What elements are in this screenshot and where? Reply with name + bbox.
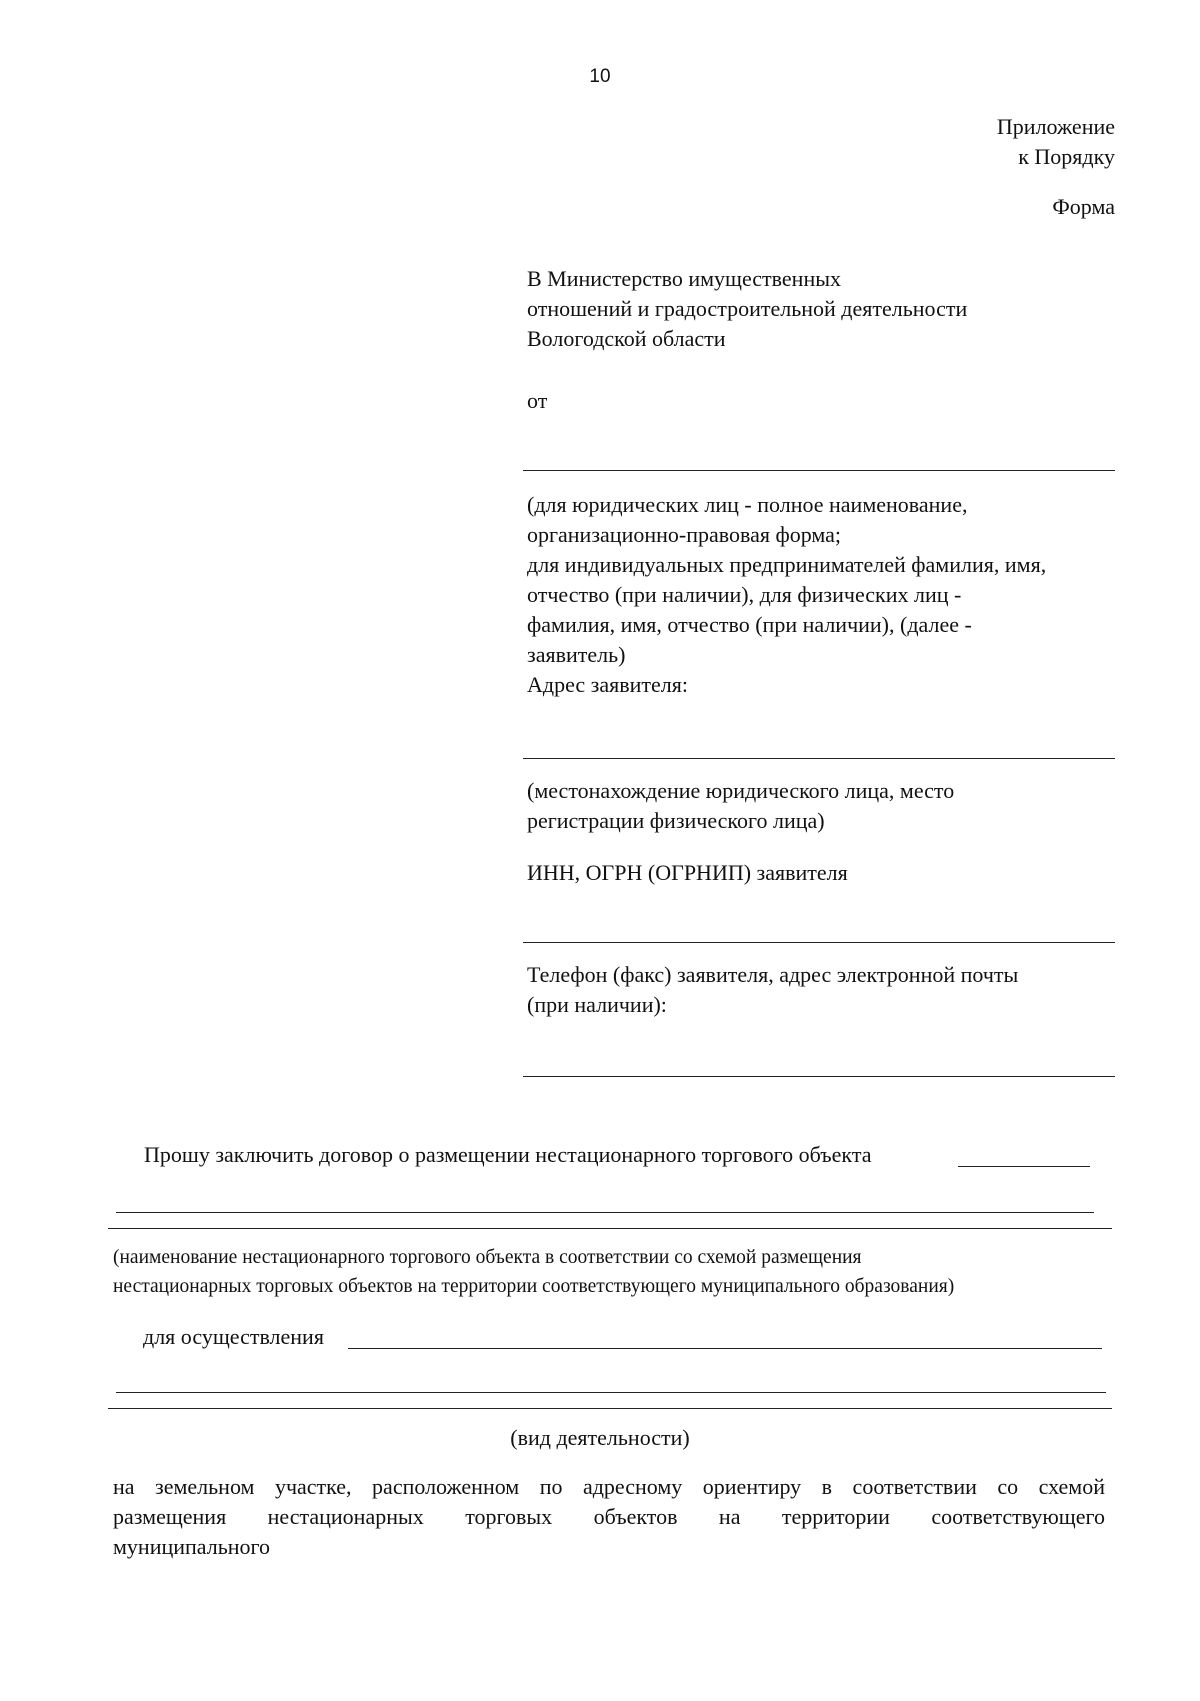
paragraph-line: размещения нестационарных торговых объектов на территории соответствующего	[113, 1504, 1105, 1529]
hint-line: организационно-правовая форма;	[527, 522, 842, 547]
purpose-label: для осуществления	[143, 1324, 324, 1349]
hint-line: заявитель)	[527, 642, 626, 667]
contact-line: Телефон (факс) заявителя, адрес электронной почты	[527, 962, 1019, 987]
appendix-line: Приложение	[996, 114, 1115, 139]
land-plot-paragraph	[113, 1472, 1105, 1562]
from-label: от	[527, 388, 548, 413]
inn-ogrn-field[interactable]	[523, 942, 1115, 943]
divider	[108, 1228, 1112, 1229]
hint-line: (наименование нестационарного торгового объекта в соответствии со схемой размещения	[113, 1247, 862, 1268]
request-text: Прошу заключить договор о размещении нестационарного торгового объекта	[144, 1142, 872, 1167]
activity-field-continued[interactable]	[116, 1392, 1106, 1393]
object-name-field[interactable]	[116, 1212, 1094, 1213]
object-name-field-start[interactable]	[958, 1166, 1090, 1167]
applicant-name-field[interactable]	[523, 470, 1115, 471]
contact-line: (при наличии):	[527, 992, 667, 1017]
contact-field[interactable]	[523, 1076, 1115, 1077]
hint-line: для индивидуальных предпринимателей фамилия, имя,	[527, 552, 1047, 577]
addressee-line: В Министерство имущественных	[527, 266, 841, 291]
inn-label: ИНН, ОГРН (ОГРНИП) заявителя	[527, 860, 848, 885]
hint-line: (местонахождение юридического лица, место	[527, 778, 955, 803]
applicant-name-hint	[527, 490, 1127, 700]
paragraph-line: муниципального	[113, 1534, 271, 1559]
divider	[108, 1408, 1112, 1409]
addressee-line: отношений и градостроительной деятельности	[527, 296, 968, 321]
appendix-reference: к Порядку	[1018, 144, 1115, 169]
hint-line: отчество (при наличии), для физических лиц -	[527, 582, 962, 607]
hint-line: фамилия, имя, отчество (при наличии), (далее -	[527, 612, 972, 637]
activity-field[interactable]	[348, 1348, 1102, 1349]
addressee-block	[527, 264, 1127, 354]
contact-label	[527, 960, 1127, 1020]
paragraph-line: на земельном участке, расположенном по адресному ориентиру в соответствии со схемой	[113, 1474, 1105, 1499]
form-label: Форма	[1052, 194, 1115, 219]
addressee-line: Вологодской области	[527, 326, 726, 351]
address-hint	[527, 776, 1127, 836]
hint-line: нестационарных торговых объектов на территории соответствующего муниципального образования)	[113, 1276, 955, 1297]
appendix-heading	[997, 112, 1115, 172]
activity-hint: (вид деятельности)	[510, 1425, 690, 1450]
address-label: Адрес заявителя:	[527, 672, 688, 697]
object-name-hint	[113, 1243, 1113, 1301]
page-number: 10	[589, 66, 611, 87]
hint-line: регистрации физического лица)	[527, 808, 825, 833]
hint-line: (для юридических лиц - полное наименование,	[527, 492, 968, 517]
applicant-address-field[interactable]	[523, 758, 1115, 759]
